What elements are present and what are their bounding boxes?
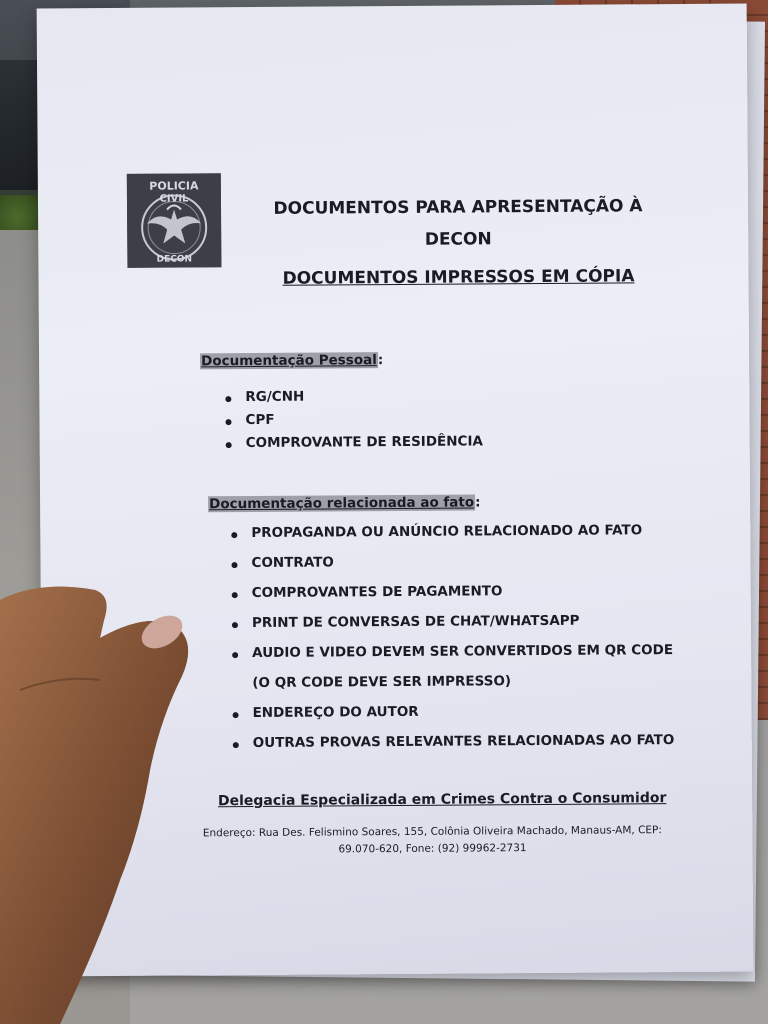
holding-hand	[0, 580, 200, 1024]
list-item: PRINT DE CONVERSAS DE CHAT/WHATSAPP	[232, 612, 674, 645]
list-item: COMPROVANTE DE RESIDÊNCIA	[226, 433, 483, 458]
police-logo	[127, 173, 222, 268]
hand-icon	[0, 580, 200, 1024]
document-subtitle: DOCUMENTOS IMPRESSOS EM CÓPIA	[282, 266, 635, 289]
list-item: CONTRATO	[231, 552, 673, 585]
footer-agency-name: Delegacia Especializada em Crimes Contra o Consumidor	[217, 790, 667, 810]
section-personal-colon: :	[377, 352, 384, 369]
list-item: RG/CNH	[225, 387, 482, 412]
section-personal-heading-text: Documentação Pessoal	[201, 352, 377, 370]
section-fact-colon: :	[475, 494, 481, 511]
logo-text-line3: DECON	[156, 254, 193, 265]
logo-text-line2: CIVIL	[159, 193, 189, 205]
list-item: COMPROVANTES DE PAGAMENTO	[232, 582, 674, 615]
list-item: PROPAGANDA OU ANÚNCIO RELACIONADO AO FATO	[231, 522, 673, 555]
list-item: ENDEREÇO DO AUTOR	[232, 702, 674, 735]
list-item: OUTRAS PROVAS RELEVANTES RELACIONADAS AO FATO	[233, 732, 675, 765]
eagle-emblem-icon	[127, 173, 222, 268]
section-fact-heading-text: Documentação relacionada ao fato	[209, 494, 475, 513]
document-title	[238, 190, 678, 257]
personal-documents-list	[225, 387, 483, 458]
section-fact-heading	[208, 494, 481, 512]
footer-address	[202, 822, 662, 859]
logo-text-line1: POLICIA	[149, 179, 199, 193]
list-item-continuation: (O QR CODE DEVE SER IMPRESSO)	[252, 673, 512, 692]
fact-documents-list	[231, 522, 674, 765]
footer-address-line2: 69.070-620, Fone: (92) 99962-2731	[338, 842, 527, 856]
list-item: AUDIO E VIDEO DEVEM SER CONVERTIDOS EM QR CODE	[232, 642, 674, 675]
document-title-line2: DECON	[424, 229, 492, 250]
section-personal-heading	[200, 352, 383, 369]
document-title-line1: DOCUMENTOS PARA APRESENTAÇÃO À	[273, 196, 643, 219]
footer-address-line1: Endereço: Rua Des. Felismino Soares, 155, Colônia Oliveira Machado, Manaus-AM, CEP:	[202, 824, 662, 840]
list-item: CPF	[225, 410, 482, 435]
